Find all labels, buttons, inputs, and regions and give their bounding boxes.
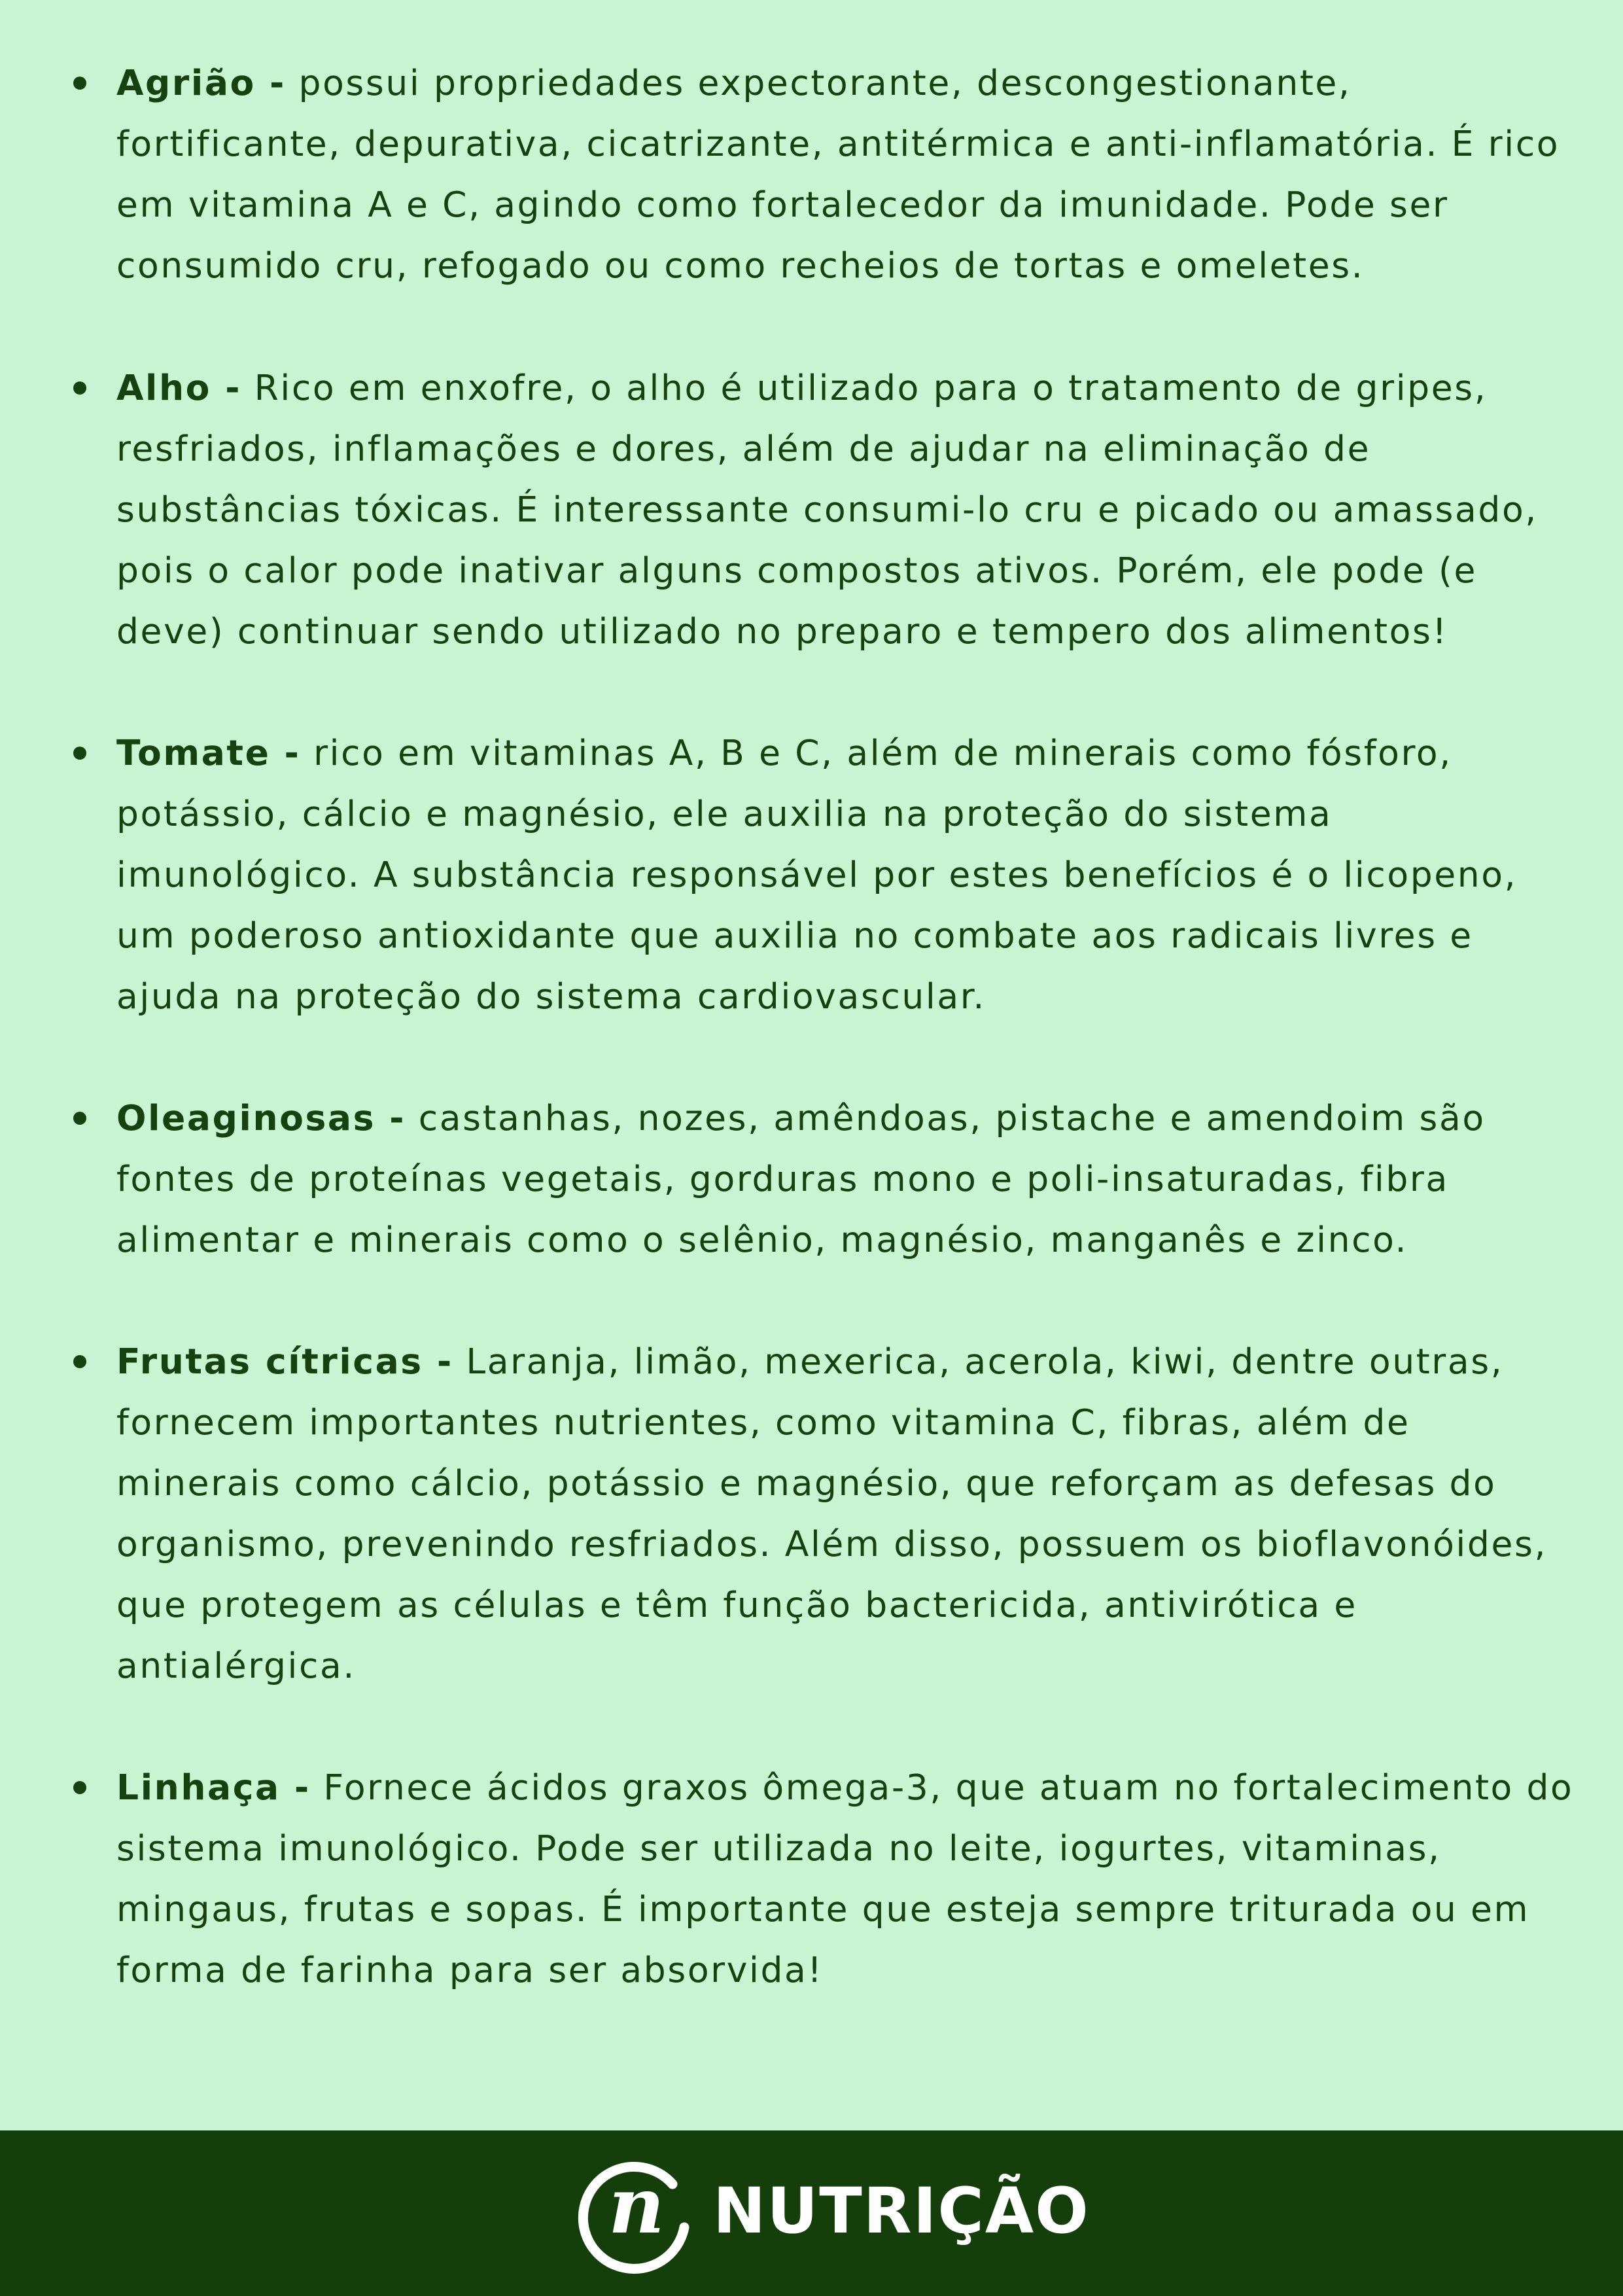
item-text-line: castanhas, nozes, amêndoas, pistache e amendoim são (406, 1097, 1486, 1139)
item-text-line: minerais como cálcio, potássio e magnésio, que reforçam as defesas do (116, 1462, 1497, 1504)
item-text-line: Laranja, limão, mexerica, acerola, kiwi, dentre outras, (453, 1341, 1504, 1382)
list-bullet (73, 1781, 86, 1794)
item-text-line: resfriados, inflamações e dores, além de ajudar na eliminação de (116, 428, 1371, 469)
nutricao-logo-icon (574, 2150, 699, 2274)
item-text-line: consumido cru, refogado ou como recheios de tortas e omeletes. (116, 245, 1365, 286)
item-text-line: organismo, prevenindo resfriados. Além disso, possuem os bioflavonóides, (116, 1523, 1548, 1564)
item-text-line: alimentar e minerais como o selênio, magnésio, manganês e zinco. (116, 1219, 1408, 1260)
item-text-line: Fornece ácidos graxos ômega-3, que atuam no fortalecimento do (310, 1767, 1574, 1808)
list-item-agriao (116, 52, 1601, 296)
item-text-line: rico em vitaminas A, B e C, além de minerais como fósforo, (300, 732, 1452, 773)
list-bullet (73, 1112, 86, 1125)
item-term: Frutas cítricas - (116, 1341, 453, 1382)
list-item-alho (116, 357, 1601, 662)
item-text-line: um poderoso antioxidante que auxilia no combate aos radicais livres e (116, 915, 1473, 956)
item-term: Linhaça - (116, 1767, 311, 1808)
list-bullet (73, 747, 86, 760)
item-text-line: antialérgica. (116, 1645, 356, 1686)
item-text-line: possui propriedades expectorante, descongestionante, (285, 62, 1352, 103)
item-text-line: mingaus, frutas e sopas. É importante que esteja sempre triturada ou em (116, 1888, 1530, 1930)
list-item-linhaca (116, 1757, 1601, 2000)
item-text-line: deve) continuar sendo utilizado no preparo e tempero dos alimentos! (116, 610, 1448, 652)
item-text-line: substâncias tóxicas. É interessante consumi-lo cru e picado ou amassado, (116, 489, 1538, 530)
item-text-line: forma de farinha para ser absorvida! (116, 1949, 824, 1990)
logo-letter: n (608, 2160, 665, 2251)
list-item-tomate (116, 722, 1601, 1027)
item-term: Alho - (116, 367, 242, 408)
item-text-line: fornecem importantes nutrientes, como vitamina C, fibras, além de (116, 1402, 1410, 1443)
list-bullet (73, 1355, 86, 1368)
item-term: Tomate - (116, 732, 301, 773)
item-text-line: sistema imunológico. Pode ser utilizada no leite, iogurtes, vitaminas, (116, 1828, 1441, 1869)
item-text-line: ajuda na proteção do sistema cardiovascular. (116, 976, 986, 1017)
item-term: Oleaginosas - (116, 1097, 406, 1139)
list-bullet (73, 77, 86, 90)
item-text-line: em vitamina A e C, agindo como fortalecedor da imunidade. Pode ser (116, 184, 1449, 225)
item-text-line: fontes de proteínas vegetais, gorduras mono e poli-insaturadas, fibra (116, 1158, 1449, 1199)
list-item-oleaginosas (116, 1087, 1601, 1270)
brand-name: NUTRIÇÃO (713, 2174, 1090, 2248)
item-text-line: fortificante, depurativa, cicatrizante, antitérmica e anti-inflamatória. É rico (116, 123, 1560, 164)
footer-bar (0, 2130, 1623, 2296)
item-text-line: que protegem as células e têm função bactericida, antivirótica e (116, 1584, 1357, 1625)
item-text-line: imunológico. A substância responsável por estes benefícios é o licopeno, (116, 854, 1518, 895)
list-item-frutas-citricas (116, 1331, 1601, 1696)
item-text-line: Rico em enxofre, o alho é utilizado para o tratamento de gripes, (241, 367, 1488, 408)
item-term: Agrião - (116, 62, 286, 103)
item-text-line: potássio, cálcio e magnésio, ele auxilia na proteção do sistema (116, 793, 1333, 834)
list-bullet (73, 381, 86, 395)
item-text-line: pois o calor pode inativar alguns compostos ativos. Porém, ele pode (e (116, 550, 1478, 591)
